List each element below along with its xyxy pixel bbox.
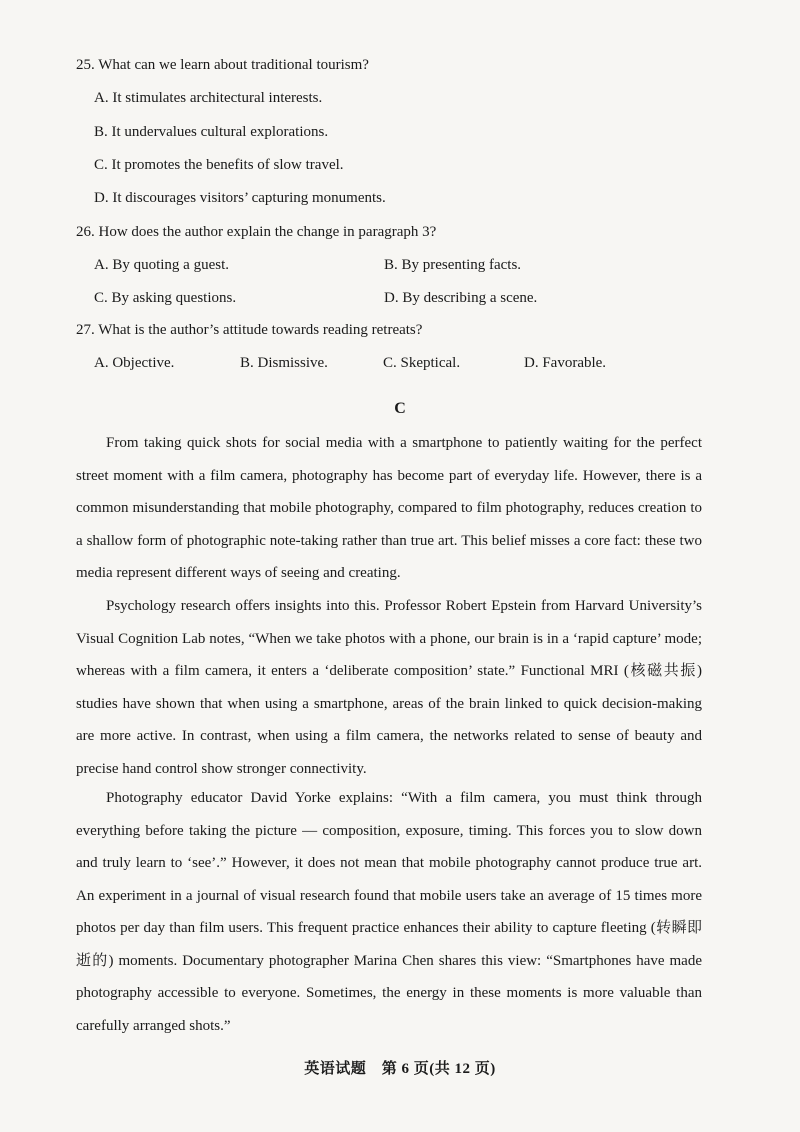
page-footer: 英语试题 第 6 页(共 12 页) <box>304 1061 496 1077</box>
question-26-option-c: C. By asking questions. <box>94 290 237 306</box>
question-27-option-a: A. Objective. <box>94 355 175 371</box>
question-25-option-b: B. It undervalues cultural explorations. <box>94 124 329 140</box>
question-27-stem: 27. What is the author’s attitude towards reading retreats? <box>76 322 423 338</box>
question-25-option-a: A. It stimulates architectural interests. <box>94 90 323 106</box>
question-26-stem: 26. How does the author explain the change in paragraph 3? <box>76 224 437 240</box>
question-25-option-c: C. It promotes the benefits of slow travel. <box>94 157 344 173</box>
question-25-option-d: D. It discourages visitors’ capturing monuments. <box>94 190 386 206</box>
question-26-option-d: D. By describing a scene. <box>384 290 538 306</box>
question-26-option-b: B. By presenting facts. <box>384 257 522 273</box>
passage-paragraph-3: Photography educator David Yorke explains: “With a film camera, you must think through everything before taking the picture — composition, exposure, timing. This forces you to slow down and truly learn to ‘see’.” However, it does not mean that mobile photography cannot produce true art. An experiment in a journal of visual research found that mobile users take an average of 15 times more photos per day than film users. This frequent practice enhances their ability to capture fleeting (转瞬即逝的) moments. Documentary photographer Marina Chen shares this view: “Smartphones have made photography accessible to everyone. Sometimes, the energy in these moments is more valuable than carefully arranged shots.” <box>76 790 702 1034</box>
question-25-stem: 25. What can we learn about traditional tourism? <box>76 57 369 73</box>
question-27-option-c: C. Skeptical. <box>383 355 461 371</box>
passage-paragraph-2: Psychology research offers insights into this. Professor Robert Epstein from Harvard University’s Visual Cognition Lab notes, “When we take photos with a phone, our brain is in a ‘rapid capture’ mode; whereas with a film camera, it enters a ‘deliberate composition’ state.” Functional MRI (核磁共振) studies have shown that when using a smartphone, areas of the brain linked to quick decision-making are more active. In contrast, when using a film camera, the networks related to sense of beauty and precise hand control show stronger connectivity. <box>76 598 702 777</box>
question-27-option-b: B. Dismissive. <box>240 355 328 371</box>
section-label: C <box>394 400 406 417</box>
question-26-option-a: A. By quoting a guest. <box>94 257 229 273</box>
question-27-option-d: D. Favorable. <box>524 355 607 371</box>
passage-paragraph-1: From taking quick shots for social media with a smartphone to patiently waiting for the perfect street moment with a film camera, photography has become part of everyday life. However, there is a common misunderstanding that mobile photography, compared to film photography, reduces creation to a shallow form of photographic note-taking rather than true art. This belief misses a core fact: these two media represent different ways of seeing and creating. <box>76 435 702 581</box>
